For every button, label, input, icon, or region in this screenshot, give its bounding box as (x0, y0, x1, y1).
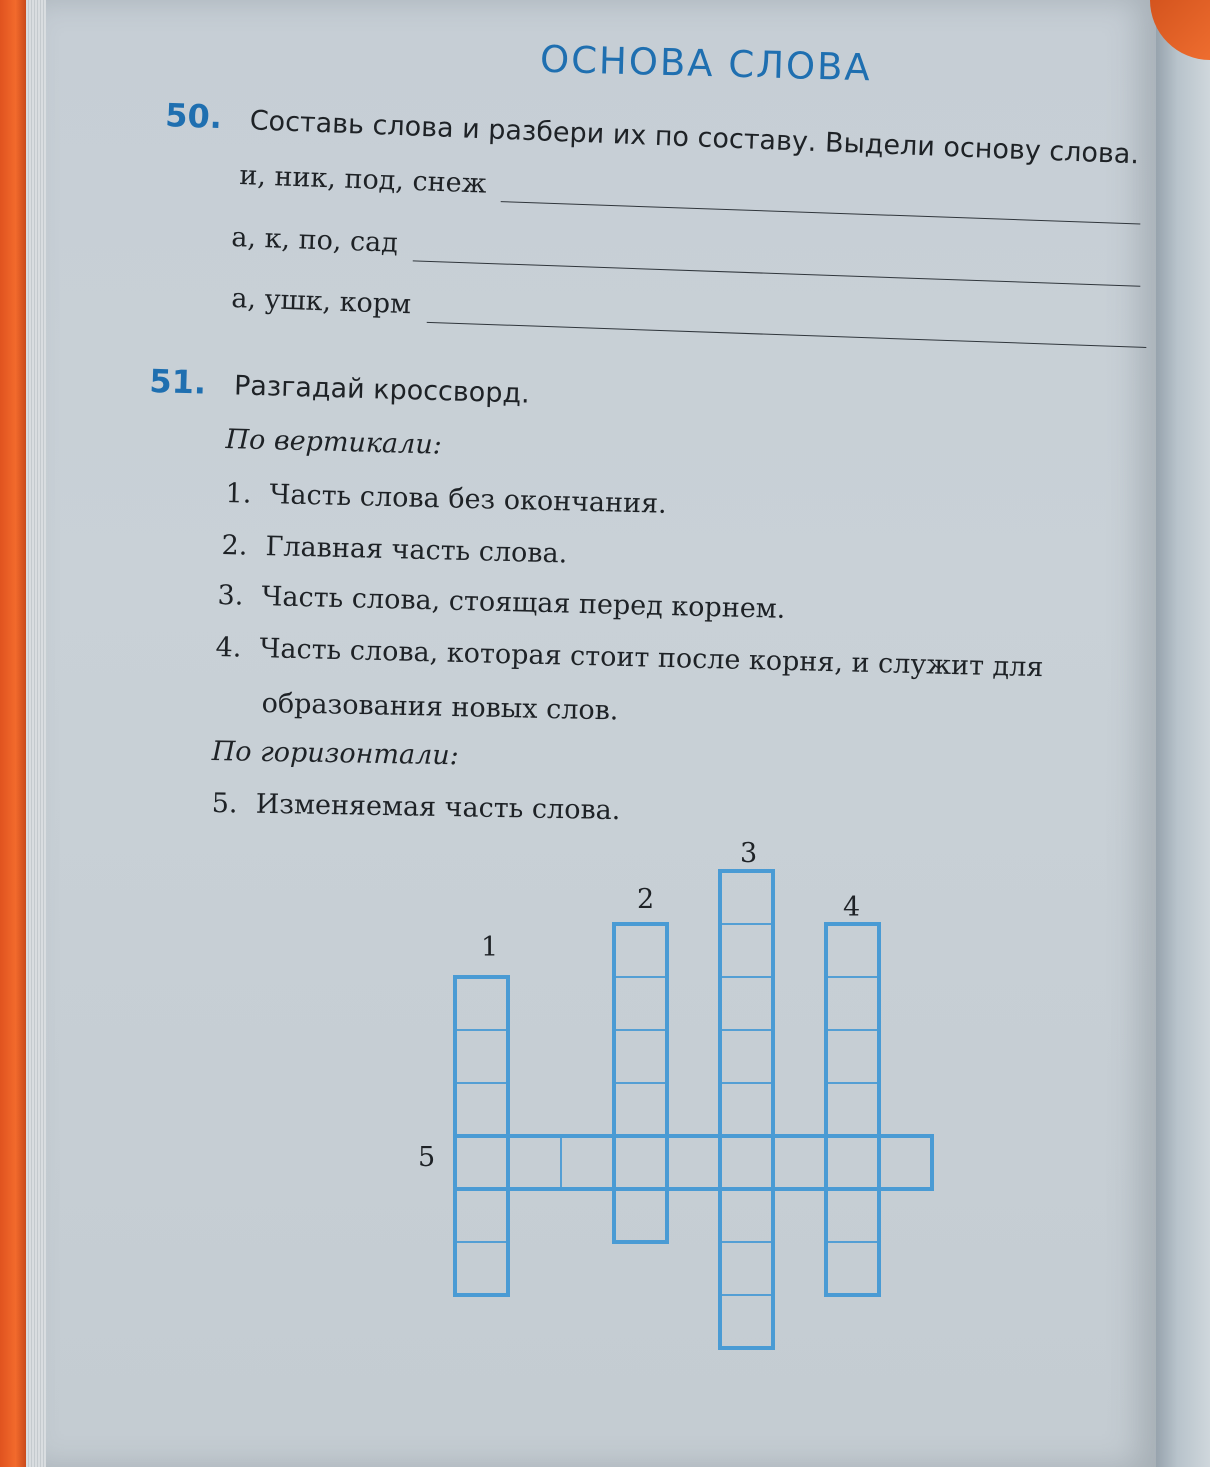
crossword-cell-2-4[interactable] (614, 1083, 667, 1136)
crossword-cell-5-3[interactable] (561, 1136, 614, 1189)
crossword-cell-1-6[interactable] (455, 1242, 508, 1295)
crossword-cell-4-2[interactable] (826, 977, 879, 1030)
crossword-cell-2-6[interactable] (614, 1189, 667, 1242)
crossword-cell-1-5[interactable] (455, 1189, 508, 1242)
vertical-clue-4: 4. Часть слова, которая стоит после корня, и служит для (215, 632, 1044, 684)
horizontal-clue-5: 5. Изменяемая часть слова. (211, 788, 621, 827)
crossword-cell-4-6[interactable] (826, 1189, 879, 1242)
crossword-cell-3-2[interactable] (720, 924, 773, 977)
crossword-cell-1-3[interactable] (455, 1083, 508, 1136)
horizontal-title: По горизонтали: (211, 736, 460, 772)
crossword-cell-5-5[interactable] (667, 1136, 720, 1189)
crossword-cell-1-2[interactable] (455, 1030, 508, 1083)
crossword-cell-2-3[interactable] (614, 1030, 667, 1083)
task-51-number: 51. (148, 362, 207, 402)
vertical-clue-3: 3. Часть слова, стоящая перед корнем. (217, 580, 786, 625)
vertical-clue-4-continued: образования новых слов. (261, 688, 619, 727)
word-parts: и, ник, под, снеж (238, 160, 488, 200)
crossword-word-5-frame (455, 1136, 932, 1189)
crossword-cell-4-3[interactable] (826, 1030, 879, 1083)
crossword-cell-3-9[interactable] (720, 1295, 773, 1348)
crossword-cell-2-2[interactable] (614, 977, 667, 1030)
crossword-cell-4-7[interactable] (826, 1242, 879, 1295)
crossword-cell-5-7[interactable] (773, 1136, 826, 1189)
crossword-cell-3-5[interactable] (720, 1083, 773, 1136)
vertical-title: По вертикали: (225, 424, 443, 461)
section-title: ОСНОВА СЛОВА (539, 37, 873, 90)
crossword-cell-3-3[interactable] (720, 977, 773, 1030)
crossword-cell-3-7[interactable] (720, 1189, 773, 1242)
clue-number-4: 4 (843, 892, 861, 923)
crossword-cell-4-4[interactable] (826, 1083, 879, 1136)
vertical-clue-2: 2. Главная часть слова. (221, 530, 568, 570)
crossword-cell-3-4[interactable] (720, 1030, 773, 1083)
word-parts: а, ушк, корм (230, 283, 412, 321)
crossword-cell-5-2[interactable] (508, 1136, 561, 1189)
clue-number-1: 1 (481, 932, 499, 963)
crossword-cell-2-1[interactable] (614, 924, 667, 977)
crossword-cell-3-1[interactable] (720, 871, 773, 924)
crossword-cell-1-1[interactable] (455, 977, 508, 1030)
crossword-word-4-frame (826, 924, 879, 1295)
crossword-cell-5-8[interactable] (826, 1136, 879, 1189)
vertical-clue-1: 1. Часть слова без окончания. (225, 478, 668, 520)
task-50-text: Составь слова и разбери их по составу. Выдели основу слова. (249, 105, 1140, 171)
crossword-cell-5-4[interactable] (614, 1136, 667, 1189)
crossword-word-3-frame (720, 871, 773, 1348)
crossword-cell-4-1[interactable] (826, 924, 879, 977)
clue-number-5: 5 (418, 1142, 436, 1173)
clue-number-2: 2 (637, 884, 655, 915)
task-51-text: Разгадай кроссворд. (233, 370, 531, 410)
crossword-cell-5-9[interactable] (879, 1136, 932, 1189)
clue-number-3: 3 (740, 838, 758, 869)
word-parts: а, к, по, сад (230, 222, 399, 259)
crossword-cell-5-1[interactable] (455, 1136, 508, 1189)
crossword-cell-5-6[interactable] (720, 1136, 773, 1189)
crossword-cell-3-8[interactable] (720, 1242, 773, 1295)
task-50-number: 50. (164, 96, 223, 137)
